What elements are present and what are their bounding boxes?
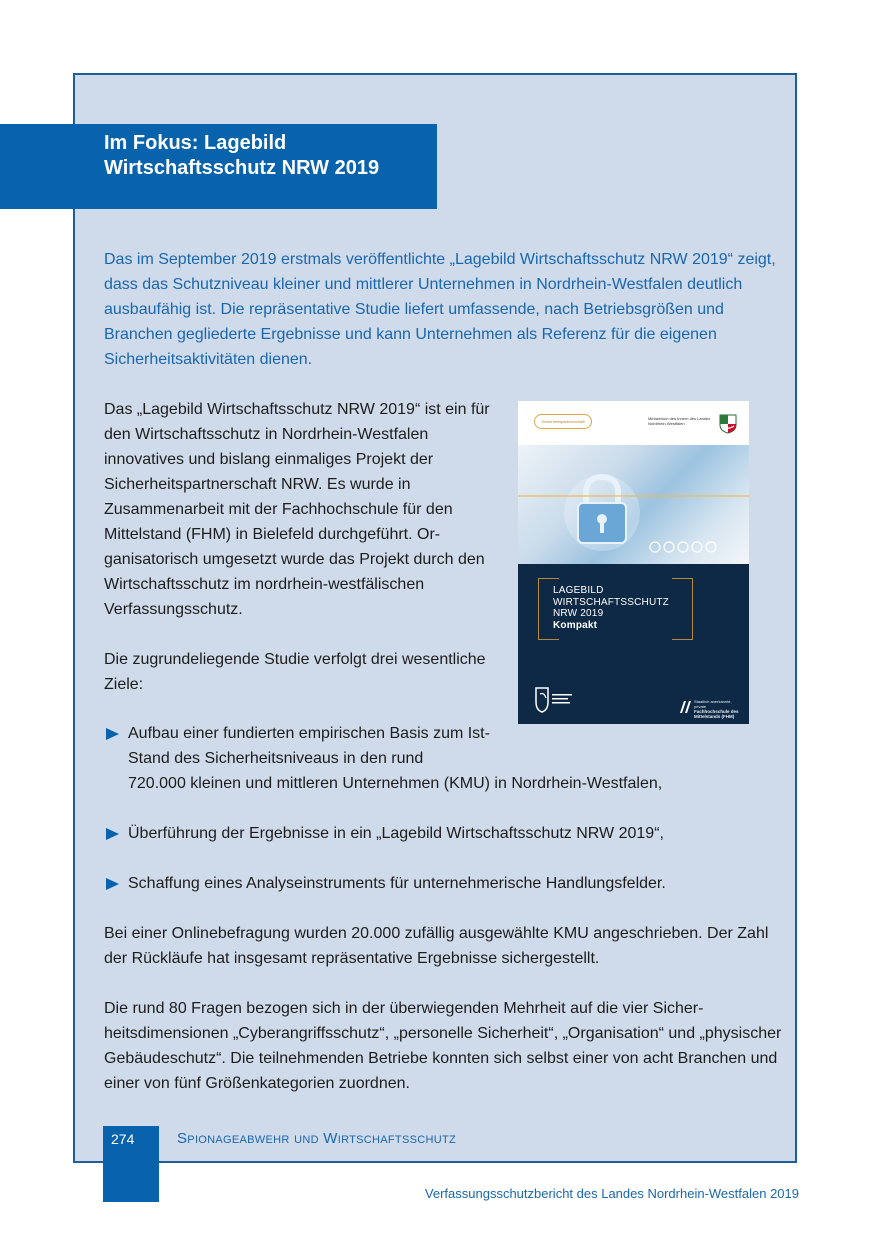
report-footer: Verfassungsschutzbericht des Landes Nordrhein-Westfalen 2019 (424, 1186, 799, 1201)
cover-partnership-badge: Sicherheitspartnerschaft (534, 414, 592, 429)
bullet-item-1-last: 720.000 kleinen und mittleren Unternehmen (KMU) in Nordrhein-Westfalen, (128, 775, 663, 792)
verfassungsschutz-logo-icon (534, 686, 574, 714)
bullet-item-1-text (128, 721, 663, 796)
padlock-icon (562, 465, 642, 555)
cover-photo (518, 445, 749, 564)
triangle-bullet-icon (106, 728, 119, 740)
triangle-bullet-icon (106, 878, 119, 890)
fhm-logo-text (694, 699, 744, 719)
cover-kompakt: Kompakt (553, 619, 598, 631)
fhm-small-text: Staatlich anerkannte, private (694, 699, 732, 709)
paragraph-survey: Bei einer Onlinebefragung wurden 20.000 zufällig ausgewählte KMU angeschrieben. Der Zahl der Rückläufe hat insgesamt repräsentative Ergebnisse sichergestellt. (104, 925, 769, 967)
cover-ministry-text: Ministerium des Innern des Landes Nordrhein-Westfalen (648, 416, 711, 426)
page-number: 274 (111, 1131, 135, 1147)
bullet-item-1-main: Aufbau einer fundierten empirischen Basis zum Ist-Stand des Sicherheitsniveaus in den rund (128, 725, 490, 767)
cover-title-line-1: LAGEBILD (553, 585, 604, 596)
bullet-item-3-text: Schaffung eines Analyseinstruments für unternehmerische Handlungsfelder. (128, 875, 666, 892)
paragraph-questions: Die rund 80 Fragen bezogen sich in der überwiegenden Mehrheit auf die vier Sicherheitsdimensionen „Cyberangriffsschutz“, „personelle Sicherheit“, „Organisation“ und „physischer Gebäudeschutz“. Die teilnehmenden Betriebe konnten sich selbst einer von acht Branchen und einer von fünf Größenkategorien zuordnen. (104, 1000, 782, 1092)
nrw-crest-icon (719, 414, 737, 434)
triangle-bullet-icon (106, 828, 119, 840)
box-title-line-2: Wirtschaftsschutz NRW 2019 (104, 157, 380, 179)
cover-title-line-2: WIRTSCHAFTSSCHUTZ (553, 596, 669, 608)
report-cover-image (518, 401, 749, 724)
cover-title (553, 585, 703, 631)
intro-paragraph: Das im September 2019 erstmals veröffentlichte „Lagebild Wirtschaftsschutz NRW 2019“ zeigt, dass das Schutzniveau kleiner und mittlerer Unternehmen in Nordrhein-Westfalen deutlich ausbaufähig ist. Die repräsentative Studie liefert umfassende, nach Betriebsgrößen und Branchen gegliederte Ergebnisse und kann Unternehmen als Referenz für die eigenen Sicherheitsaktivitäten dienen. (104, 251, 776, 368)
section-title: Spionageabwehr und Wirtschaftsschutz (177, 1130, 456, 1147)
title-band (0, 124, 437, 209)
bullet-item-2-text: Überführung der Ergebnisse in ein „Lagebild Wirtschaftsschutz NRW 2019“, (128, 825, 664, 842)
fhm-logo-icon (678, 699, 692, 715)
box-title-line-1: Im Fokus: Lagebild (104, 132, 287, 154)
paragraph-project: Das „Lagebild Wirtschaftsschutz NRW 2019“ ist ein für den Wirtschaftsschutz in Nordrhein-Westfalen innovatives und bislang einmaliges Projekt der Sicherheitspartnerschaft NRW. Es wurde in Zusammenarbeit mit der Fachhochschule für den Mittelstand (FHM) in Bielefeld durchgeführt. Organisatorisch umgesetzt wurde das Projekt durch den Wirtschaftsschutz im nordrhein-westfälischen Verfassungsschutz. (104, 401, 490, 618)
paragraph-goals-intro: Die zugrundeliegende Studie verfolgt drei wesentliche Ziele: (104, 651, 486, 693)
box-title (104, 131, 379, 181)
cover-title-line-3: NRW 2019 (553, 608, 604, 619)
page-number-box (103, 1126, 159, 1202)
fhm-name: Fachhochschule des Mittelstands (FHM) (694, 709, 739, 719)
cover-dot-icons (648, 540, 728, 554)
cover-light-streak (518, 495, 749, 497)
